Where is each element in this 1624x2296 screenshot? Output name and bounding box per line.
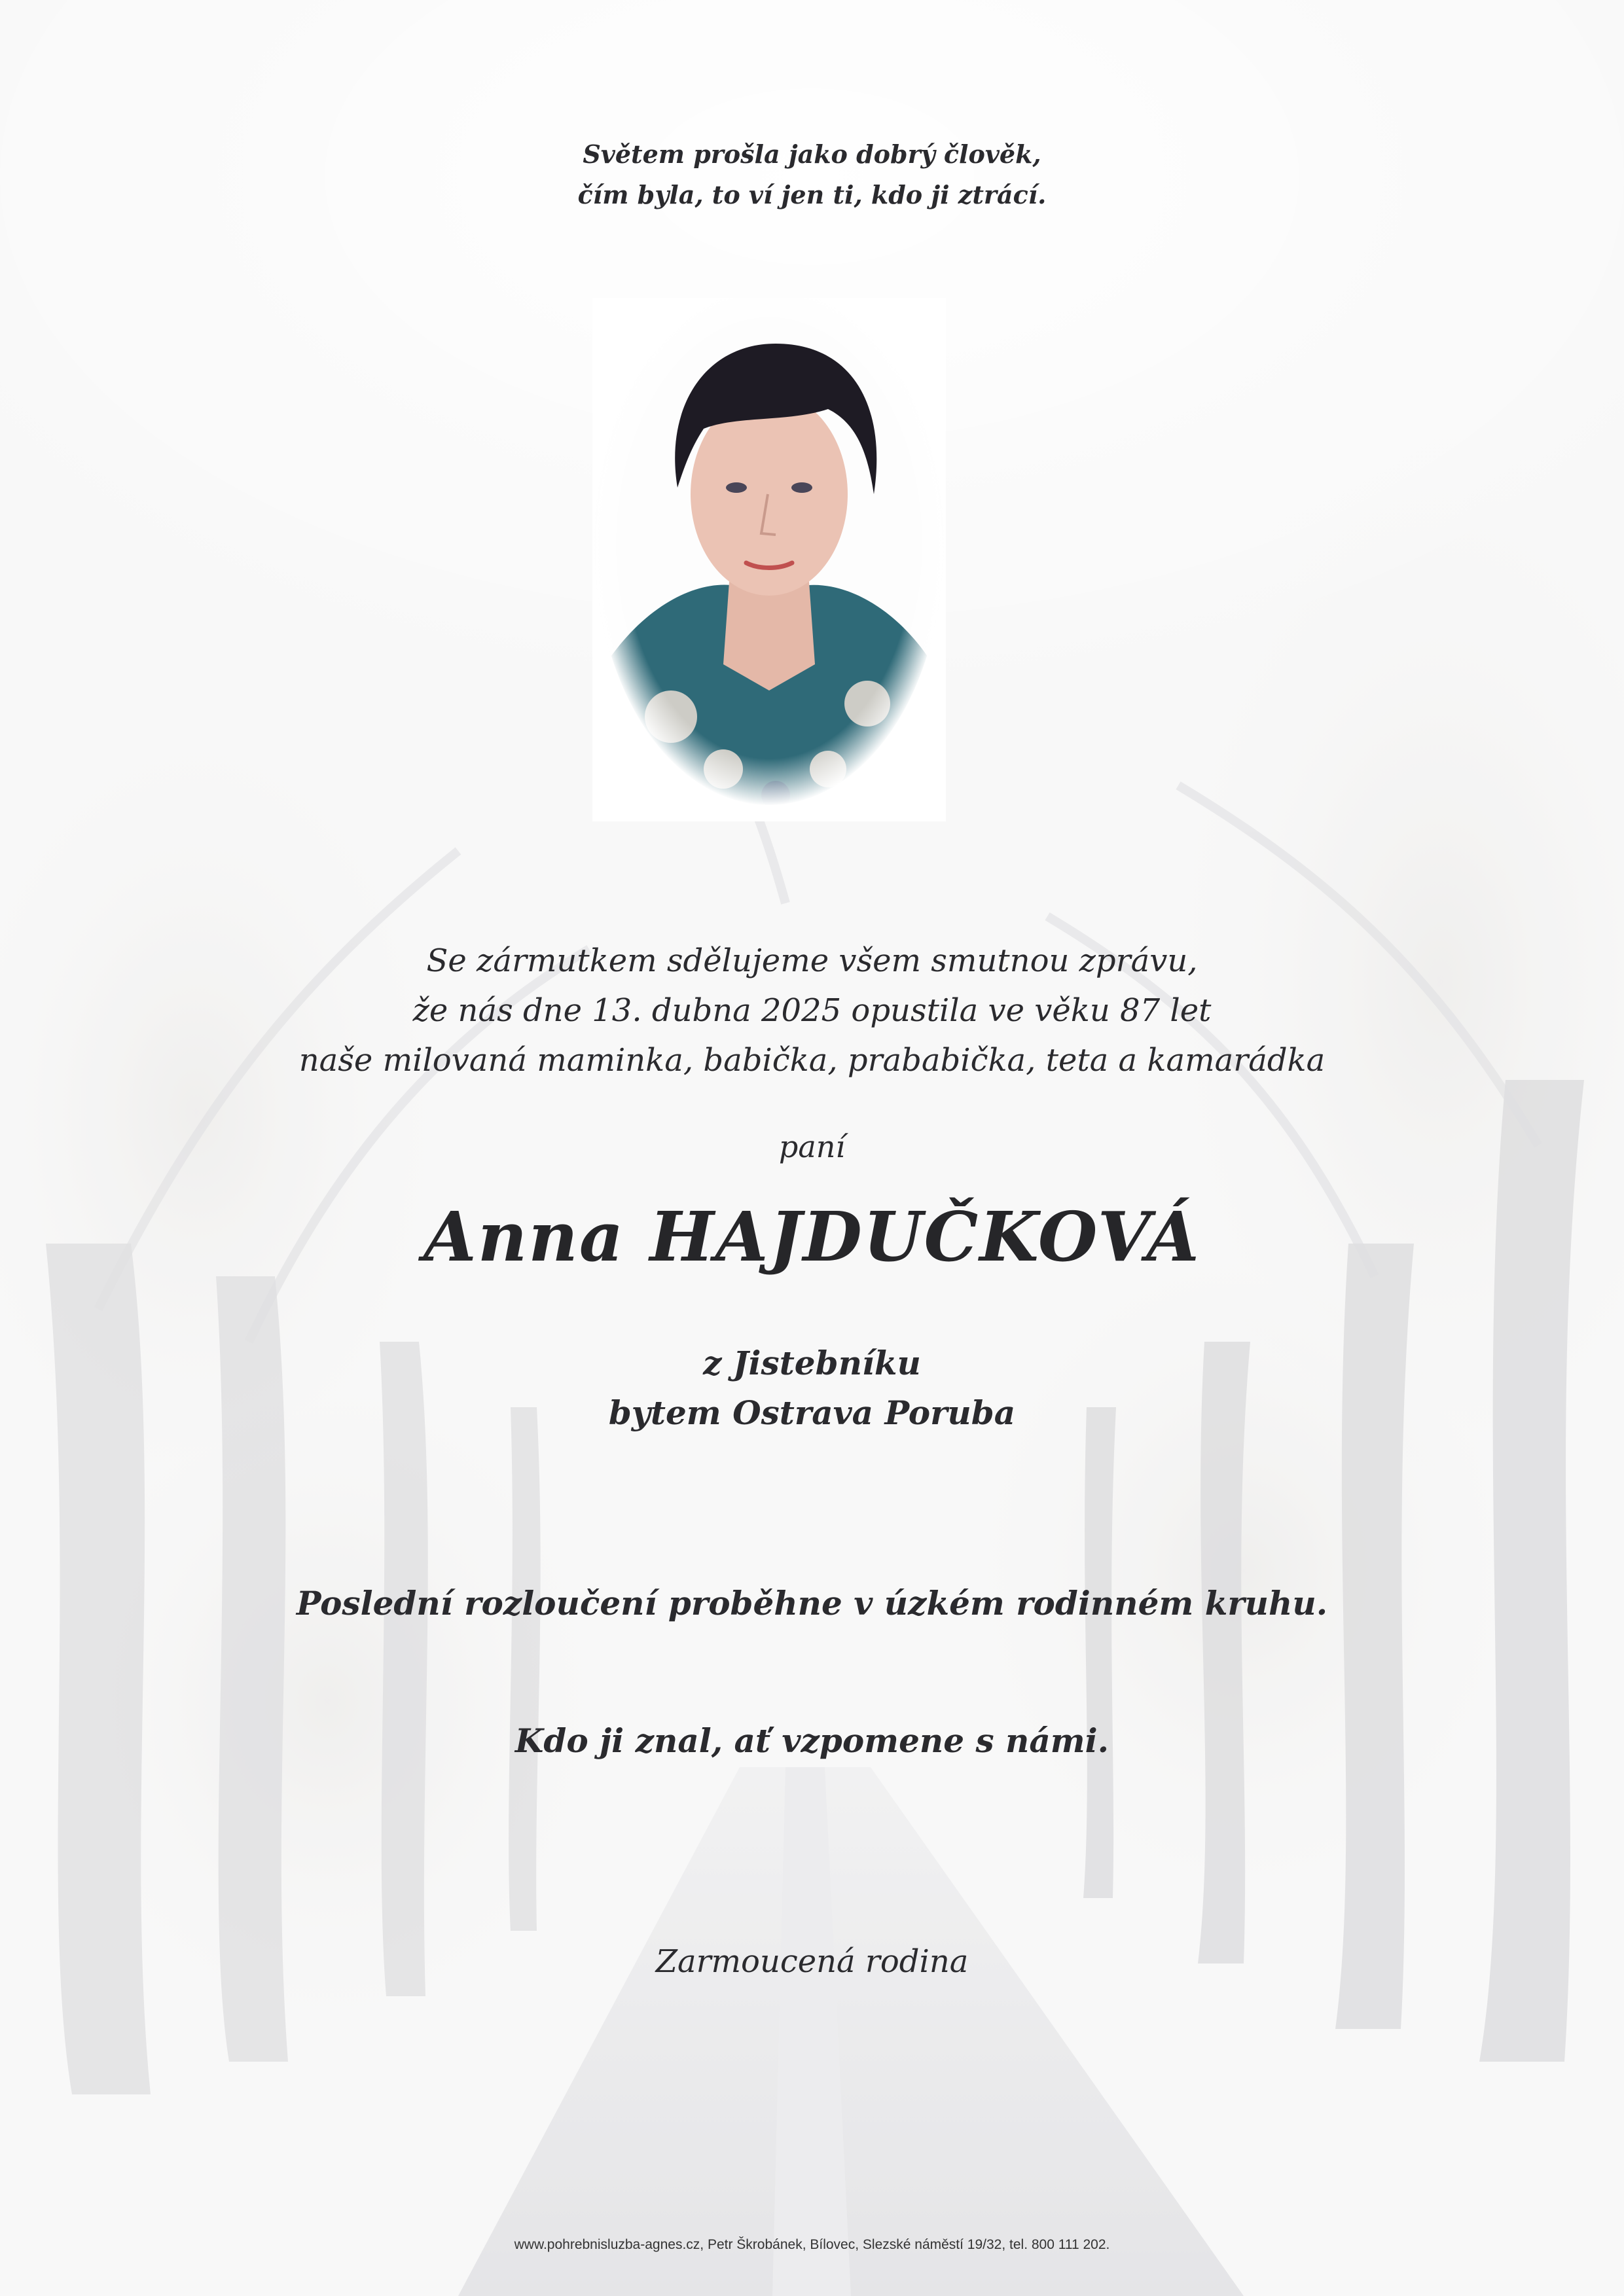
signature: Zarmoucená rodina [655, 1943, 969, 1980]
motto-line-2: čím byla, to ví jen ti, kdo ji ztrácí. [577, 180, 1047, 209]
announcement [0, 936, 1624, 1085]
remember-line: Kdo ji znal, ať vzpomene s námi. [514, 1721, 1110, 1760]
motto-line-1: Světem prošla jako dobrý člověk, [583, 139, 1041, 169]
portrait-photo [592, 298, 946, 821]
deceased-name: Anna HAJDUČKOVÁ [424, 1196, 1200, 1277]
farewell-notice: Poslední rozloučení proběhne v úzkém rodinném kruhu. [296, 1584, 1328, 1623]
announcement-line-2: že nás dne 13. dubna 2025 opustila ve věku 87 let [412, 992, 1212, 1029]
title-pani: paní [778, 1129, 846, 1164]
motto [0, 134, 1624, 215]
origin-line-1: z Jistebníku [703, 1344, 921, 1382]
footer-contact: www.pohrebnisluzba-agnes.cz, Petr Škrobánek, Bílovec, Slezské náměstí 19/32, tel. 800 111 202. [514, 2237, 1110, 2252]
announcement-line-3: naše milovaná maminka, babička, prababička, teta a kamarádka [298, 1042, 1326, 1079]
announcement-line-1: Se zármutkem sdělujeme všem smutnou zprávu, [426, 942, 1198, 979]
origin-line-2: bytem Ostrava Poruba [608, 1393, 1016, 1432]
origin [0, 1338, 1624, 1438]
